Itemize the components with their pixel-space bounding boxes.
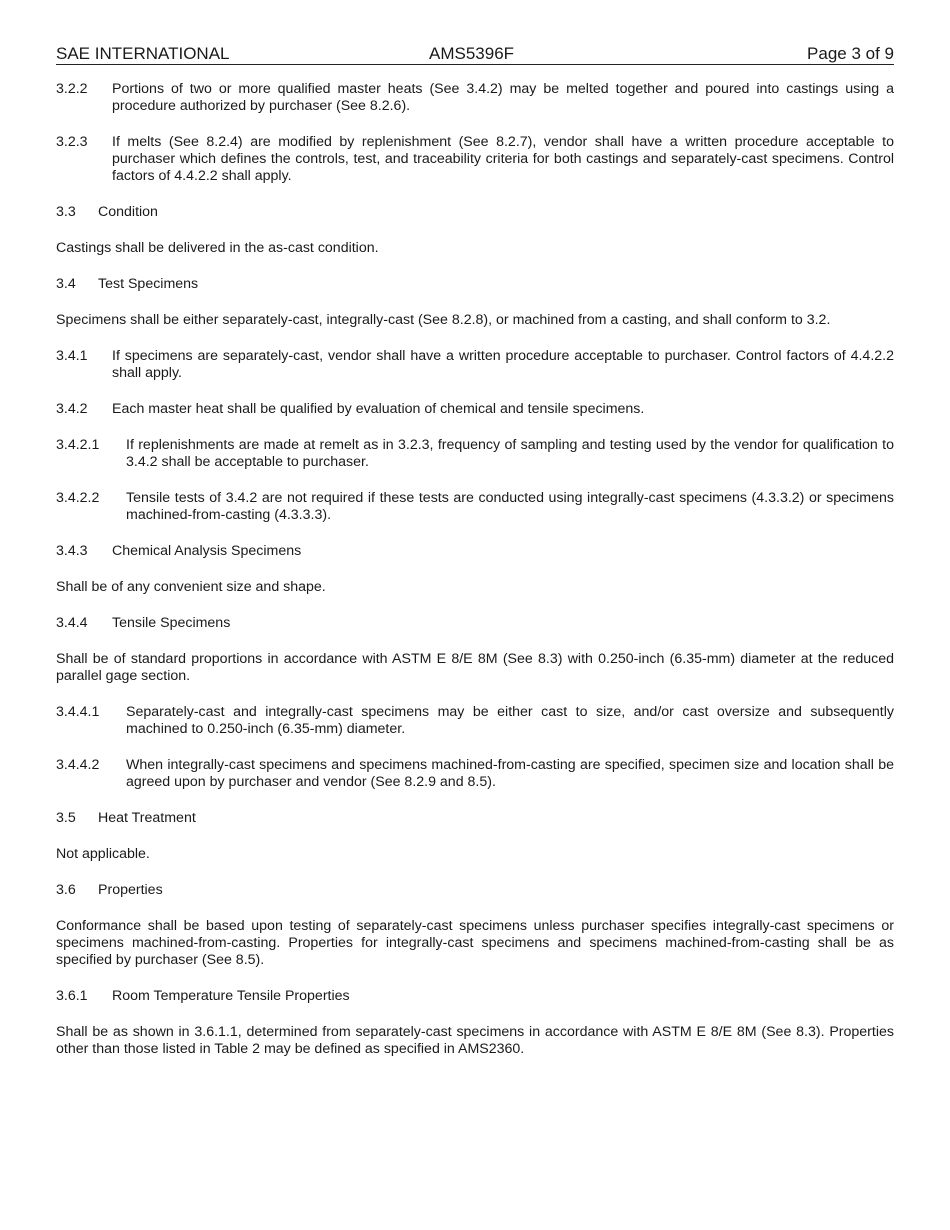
paragraph-3-5: Not applicable. [56, 846, 150, 862]
heading-3-4-4 [56, 615, 894, 632]
section-text: Tensile tests of 3.4.2 are not required if these tests are conducted using integrally-cast specimens (4.3.3.2) or specimens machined-from-casting (4.3.3.3). [126, 490, 894, 523]
paragraph-3-6: Conformance shall be based upon testing of separately-cast specimens unless purchaser specifies integrally-cast specimens or specimens machined-from-casting. Properties for integrally-cast specimens and specimens machined-from-casting shall be as specified by purchaser (See 8.5). [56, 918, 894, 968]
section-number: 3.4.4.1 [56, 704, 100, 720]
section-number: 3.4.1 [56, 348, 88, 364]
heading-title: Test Specimens [98, 276, 199, 292]
heading-title: Properties [98, 882, 163, 898]
section-3-4-1 [56, 348, 894, 382]
header-page-number: Page 3 of 9 [807, 44, 894, 63]
paragraph-3-4-4: Shall be of standard proportions in accordance with ASTM E 8/E 8M (See 8.3) with 0.250-inch (6.35-mm) diameter at the reduced parallel gage section. [56, 651, 894, 684]
paragraph-3-6-1: Shall be as shown in 3.6.1.1, determined from separately-cast specimens in accordance with ASTM E 8/E 8M (See 8.3). Properties other than those listed in Table 2 may be defined as specified in AMS2360. [56, 1024, 894, 1057]
section-3-2-2 [56, 81, 894, 115]
section-text: Separately-cast and integrally-cast specimens may be either cast to size, and/or cast oversize and subsequently machined to 0.250-inch (6.35-mm) diameter. [126, 704, 894, 737]
section-number: 3.4.4.2 [56, 757, 100, 773]
section-3-2-3 [56, 134, 894, 185]
heading-title: Tensile Specimens [112, 615, 231, 631]
heading-number: 3.6 [56, 882, 76, 898]
section-text: Portions of two or more qualified master heats (See 3.4.2) may be melted together and poured into castings using a procedure authorized by purchaser (See 8.2.6). [112, 81, 894, 114]
heading-3-4 [56, 276, 894, 293]
section-number: 3.2.2 [56, 81, 88, 97]
section-text: If replenishments are made at remelt as in 3.2.3, frequency of sampling and testing used by the vendor for qualification to 3.4.2 shall be acceptable to purchaser. [126, 437, 894, 470]
heading-3-3 [56, 204, 894, 221]
page-header [56, 44, 894, 65]
heading-3-4-3 [56, 543, 894, 560]
heading-title: Chemical Analysis Specimens [112, 543, 302, 559]
section-text: If specimens are separately-cast, vendor shall have a written procedure acceptable to purchaser. Control factors of 4.4.2.2 shall apply. [112, 348, 894, 381]
paragraph-3-4: Specimens shall be either separately-cast, integrally-cast (See 8.2.8), or machined from a casting, and shall conform to 3.2. [56, 312, 831, 328]
section-number: 3.4.2.2 [56, 490, 100, 506]
section-text: If melts (See 8.2.4) are modified by replenishment (See 8.2.7), vendor shall have a written procedure acceptable to purchaser which defines the controls, test, and traceability criteria for both castings and separately-cast specimens. Control factors of 4.4.2.2 shall apply. [112, 134, 894, 184]
heading-number: 3.4 [56, 276, 76, 292]
section-3-4-2-2 [56, 490, 894, 524]
section-3-4-2 [56, 401, 894, 418]
header-doc-number: AMS5396F [429, 44, 515, 63]
heading-number: 3.4.4 [56, 615, 88, 631]
paragraph-3-4-3: Shall be of any convenient size and shape. [56, 579, 326, 595]
heading-number: 3.4.3 [56, 543, 88, 559]
section-3-4-4-1 [56, 704, 894, 738]
heading-number: 3.3 [56, 204, 76, 220]
document-page [56, 44, 894, 1077]
section-number: 3.2.3 [56, 134, 88, 150]
heading-3-6 [56, 882, 894, 899]
heading-title: Condition [98, 204, 158, 220]
heading-number: 3.6.1 [56, 988, 88, 1004]
section-number: 3.4.2 [56, 401, 88, 417]
header-org: SAE INTERNATIONAL [56, 44, 230, 63]
section-text: Each master heat shall be qualified by evaluation of chemical and tensile specimens. [112, 401, 645, 417]
heading-3-5 [56, 810, 894, 827]
document-body [56, 81, 894, 1058]
section-text: When integrally-cast specimens and specimens machined-from-casting are specified, specimen size and location shall be agreed upon by purchaser and vendor (See 8.2.9 and 8.5). [126, 757, 894, 790]
section-3-4-2-1 [56, 437, 894, 471]
paragraph-3-3: Castings shall be delivered in the as-cast condition. [56, 240, 379, 256]
section-3-4-4-2 [56, 757, 894, 791]
heading-title: Heat Treatment [98, 810, 196, 826]
section-number: 3.4.2.1 [56, 437, 100, 453]
heading-number: 3.5 [56, 810, 76, 826]
heading-title: Room Temperature Tensile Properties [112, 988, 350, 1004]
heading-3-6-1 [56, 988, 894, 1005]
